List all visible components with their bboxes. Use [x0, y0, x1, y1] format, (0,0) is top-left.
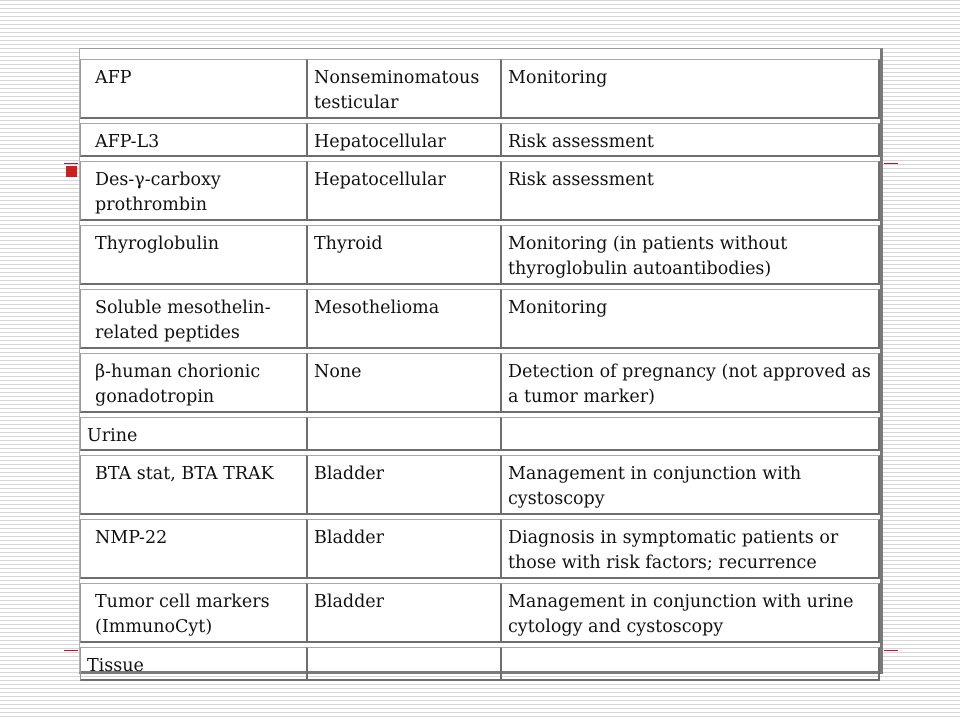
clinical-use-cell: Management in conjunction with urine cytology and cystoscopy — [500, 583, 880, 643]
cancer-type-cell: Bladder — [306, 455, 500, 515]
cancer-type-cell: Hepatocellular — [306, 161, 500, 221]
clinical-use-cell: Monitoring — [500, 289, 880, 349]
table-row — [80, 647, 880, 681]
clinical-use-cell — [500, 647, 880, 681]
cancer-type-cell — [306, 647, 500, 681]
accent-line-left-bottom — [64, 650, 78, 651]
cancer-type-cell: Mesothelioma — [306, 289, 500, 349]
clinical-use-cell: Risk assessment — [500, 123, 880, 157]
clinical-use-cell: Risk assessment — [500, 161, 880, 221]
tumor-marker-table — [80, 55, 880, 685]
accent-line-right-bottom — [884, 650, 898, 651]
table-row — [80, 123, 880, 157]
cancer-type-cell: Bladder — [306, 519, 500, 579]
table-row — [80, 353, 880, 413]
table-row — [80, 519, 880, 579]
table-row — [80, 225, 880, 285]
marker-cell: NMP-22 — [80, 519, 306, 579]
bullet-square-icon — [66, 166, 77, 177]
table-row — [80, 289, 880, 349]
section-heading-cell: Urine — [80, 417, 306, 451]
cancer-type-cell: Thyroid — [306, 225, 500, 285]
clinical-use-cell: Management in conjunction with cystoscopy — [500, 455, 880, 515]
marker-cell: Soluble mesothelin-related peptides — [80, 289, 306, 349]
clinical-use-cell: Monitoring — [500, 59, 880, 119]
cancer-type-cell — [306, 417, 500, 451]
accent-line-left-top — [64, 163, 78, 164]
accent-line-right-top — [884, 163, 898, 164]
clinical-use-cell: Monitoring (in patients without thyroglobulin autoantibodies) — [500, 225, 880, 285]
table-row — [80, 583, 880, 643]
marker-cell: Thyroglobulin — [80, 225, 306, 285]
clinical-use-cell — [500, 417, 880, 451]
marker-cell: BTA stat, BTA TRAK — [80, 455, 306, 515]
section-heading-cell: Tissue — [80, 647, 306, 681]
cancer-type-cell: None — [306, 353, 500, 413]
table-row — [80, 161, 880, 221]
marker-cell: Des-γ-carboxy prothrombin — [80, 161, 306, 221]
marker-cell: AFP-L3 — [80, 123, 306, 157]
table-row — [80, 417, 880, 451]
cancer-type-cell: Hepatocellular — [306, 123, 500, 157]
table-row — [80, 59, 880, 119]
marker-cell: β-human chorionic gonadotropin — [80, 353, 306, 413]
cancer-type-cell: Nonseminomatous testicular — [306, 59, 500, 119]
table-row — [80, 455, 880, 515]
clinical-use-cell: Detection of pregnancy (not approved as a tumor marker) — [500, 353, 880, 413]
clinical-use-cell: Diagnosis in symptomatic patients or those with risk factors; recurrence — [500, 519, 880, 579]
marker-cell: AFP — [80, 59, 306, 119]
cancer-type-cell: Bladder — [306, 583, 500, 643]
tumor-marker-table-panel — [79, 48, 883, 674]
marker-cell: Tumor cell markers (ImmunoCyt) — [80, 583, 306, 643]
